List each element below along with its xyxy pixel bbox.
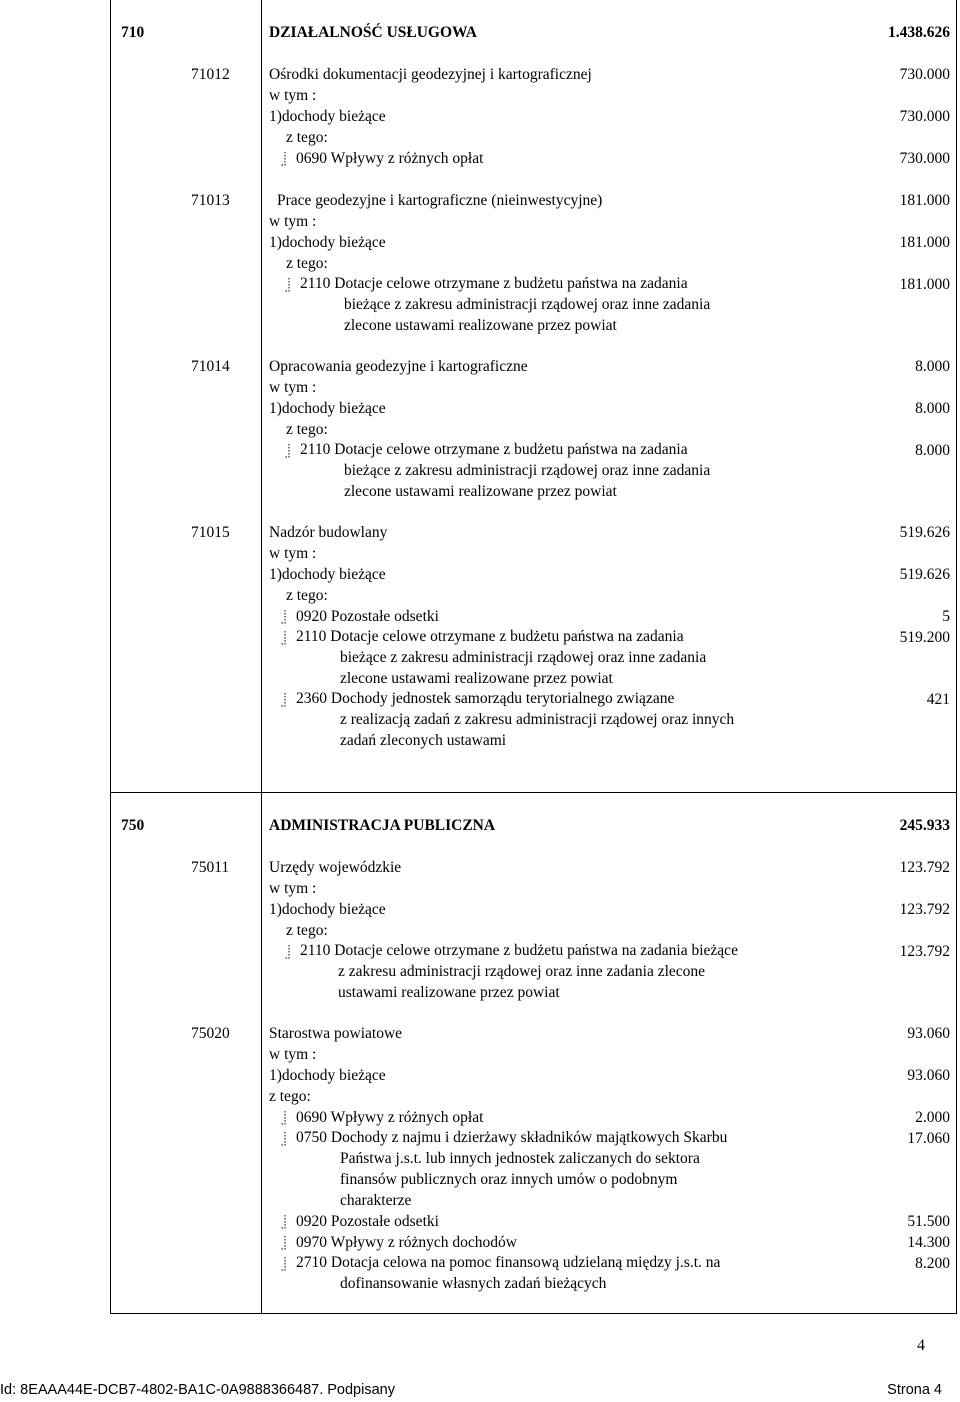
item-line: 2110 Dotacje celowe otrzymane z budżetu państwa na zadania (300, 275, 688, 292)
w-tym-label: w tym : (269, 545, 317, 562)
subsection-code: 71012 (191, 66, 230, 83)
section-code: 710 (121, 24, 145, 41)
subsection-amount: 8.000 (915, 358, 950, 375)
budget-table (110, 0, 957, 1314)
indent-marker-icon (279, 1132, 286, 1146)
section-code: 750 (121, 817, 145, 834)
subsection-amount: 519.626 (899, 524, 950, 541)
item-line: 2110 Dotacje celowe otrzymane z budżetu państwa na zadania bieżące (300, 942, 738, 959)
indent-marker-icon (283, 278, 290, 292)
indent-marker-icon (279, 1111, 286, 1125)
dochody-label: 1)dochody bieżące (269, 901, 386, 918)
item-line: ustawami realizowane przez powiat (338, 984, 560, 1001)
indent-marker-icon (279, 1215, 286, 1229)
z-tego-label: z tego: (286, 255, 328, 272)
subsection-code: 71013 (191, 192, 230, 209)
item-line: z realizacją zadań z zakresu administracji rządowej oraz innych (340, 711, 735, 728)
indent-marker-icon (283, 945, 290, 959)
item-amount: 181.000 (899, 276, 950, 293)
dochody-label: 1)dochody bieżące (269, 400, 386, 417)
w-tym-label: w tym : (269, 87, 317, 104)
item-line: 2360 Dochody jednostek samorządu terytorialnego związane (296, 690, 675, 707)
subsection-title: Nadzór budowlany (269, 524, 388, 541)
item-line: 0920 Pozostałe odsetki (296, 608, 439, 625)
w-tym-label: w tym : (269, 213, 317, 230)
subsection-code: 71014 (191, 358, 230, 375)
item-amount: 5 (942, 608, 950, 625)
item-amount: 421 (926, 691, 950, 708)
dochody-amount: 181.000 (899, 234, 950, 251)
page-number: 4 (917, 1337, 925, 1354)
subsection-amount: 181.000 (899, 192, 950, 209)
item-amount: 14.300 (907, 1234, 950, 1251)
w-tym-label: w tym : (269, 880, 317, 897)
item-line: charakterze (340, 1192, 412, 1209)
item-line: 2110 Dotacje celowe otrzymane z budżetu państwa na zadania (300, 441, 688, 458)
item-line: finansów publicznych oraz innych umów o podobnym (340, 1171, 678, 1188)
item-amount: 2.000 (915, 1109, 950, 1126)
item-amount: 519.200 (899, 629, 950, 646)
z-tego-label: z tego: (286, 421, 328, 438)
item-amount: 730.000 (899, 150, 950, 167)
subsection-amount: 93.060 (907, 1025, 950, 1042)
item-line: zlecone ustawami realizowane przez powiat (340, 670, 613, 687)
item-line: 0920 Pozostałe odsetki (296, 1213, 439, 1230)
item-line: Państwa j.s.t. lub innych jednostek zaliczanych do sektora (340, 1150, 700, 1167)
column-divider (261, 0, 262, 1314)
item-amount: 8.000 (915, 442, 950, 459)
dochody-label: 1)dochody bieżące (269, 566, 386, 583)
indent-marker-icon (279, 610, 286, 624)
item-line: 0750 Dochody z najmu i dzierżawy składników majątkowych Skarbu (296, 1129, 728, 1146)
dochody-amount: 730.000 (899, 108, 950, 125)
subsection-title: Opracowania geodezyjne i kartograficzne (269, 358, 528, 375)
section-title: DZIAŁALNOŚĆ USŁUGOWA (269, 24, 478, 41)
section-title: ADMINISTRACJA PUBLICZNA (269, 817, 496, 834)
item-line: dofinansowanie własnych zadań bieżących (340, 1275, 607, 1292)
item-line: zlecone ustawami realizowane przez powiat (344, 317, 617, 334)
item-line: bieżące z zakresu administracji rządowej oraz inne zadania (344, 462, 711, 479)
item-line: bieżące z zakresu administracji rządowej oraz inne zadania (340, 649, 707, 666)
subsection-amount: 123.792 (899, 859, 950, 876)
item-line: bieżące z zakresu administracji rządowej oraz inne zadania (344, 296, 711, 313)
dochody-label: 1)dochody bieżące (269, 234, 386, 251)
subsection-title: Ośrodki dokumentacji geodezyjnej i kartograficznej (269, 66, 592, 83)
item-amount: 17.060 (907, 1130, 950, 1147)
z-tego-label: z tego: (286, 587, 328, 604)
dochody-amount: 93.060 (907, 1067, 950, 1084)
item-line: 0690 Wpływy z różnych opłat (296, 1109, 484, 1126)
z-tego-label: z tego: (286, 129, 328, 146)
indent-marker-icon (279, 152, 286, 166)
subsection-amount: 730.000 (899, 66, 950, 83)
item-line: zlecone ustawami realizowane przez powiat (344, 483, 617, 500)
subsection-title: Prace geodezyjne i kartograficzne (nieinwestycyjne) (277, 192, 603, 209)
dochody-amount: 123.792 (899, 901, 950, 918)
page-footer: Strona 4 (887, 1382, 942, 1398)
item-amount: 8.200 (915, 1255, 950, 1272)
subsection-code: 75011 (191, 859, 230, 876)
dochody-label: 1)dochody bieżące (269, 108, 386, 125)
item-line: 2110 Dotacje celowe otrzymane z budżetu państwa na zadania (296, 628, 684, 645)
indent-marker-icon (283, 444, 290, 458)
section-divider (111, 792, 956, 793)
item-line: 0690 Wpływy z różnych opłat (296, 150, 484, 167)
item-amount: 51.500 (907, 1213, 950, 1230)
section-amount: 1.438.626 (888, 24, 950, 41)
indent-marker-icon (279, 1236, 286, 1250)
item-line: 2710 Dotacja celowa na pomoc finansową udzielaną między j.s.t. na (296, 1254, 721, 1271)
z-tego-label: z tego: (286, 922, 328, 939)
indent-marker-icon (279, 631, 286, 645)
item-amount: 123.792 (899, 943, 950, 960)
indent-marker-icon (279, 1257, 286, 1271)
section-amount: 245.933 (899, 817, 950, 834)
item-line: 0970 Wpływy z różnych dochodów (296, 1234, 517, 1251)
subsection-title: Urzędy wojewódzkie (269, 859, 402, 876)
document-id-footer: Id: 8EAAA44E-DCB7-4802-BA1C-0A9888366487. Podpisany (0, 1382, 395, 1398)
item-line: z zakresu administracji rządowej oraz inne zadania zlecone (338, 963, 706, 980)
indent-marker-icon (279, 693, 286, 707)
dochody-amount: 519.626 (899, 566, 950, 583)
w-tym-label: w tym : (269, 1046, 317, 1063)
subsection-code: 71015 (191, 524, 230, 541)
dochody-label: 1)dochody bieżące (269, 1067, 386, 1084)
w-tym-label: w tym : (269, 379, 317, 396)
z-tego-label: z tego: (269, 1088, 311, 1105)
dochody-amount: 8.000 (915, 400, 950, 417)
subsection-title: Starostwa powiatowe (269, 1025, 403, 1042)
item-line: zadań zleconych ustawami (340, 732, 507, 749)
subsection-code: 75020 (191, 1025, 230, 1042)
